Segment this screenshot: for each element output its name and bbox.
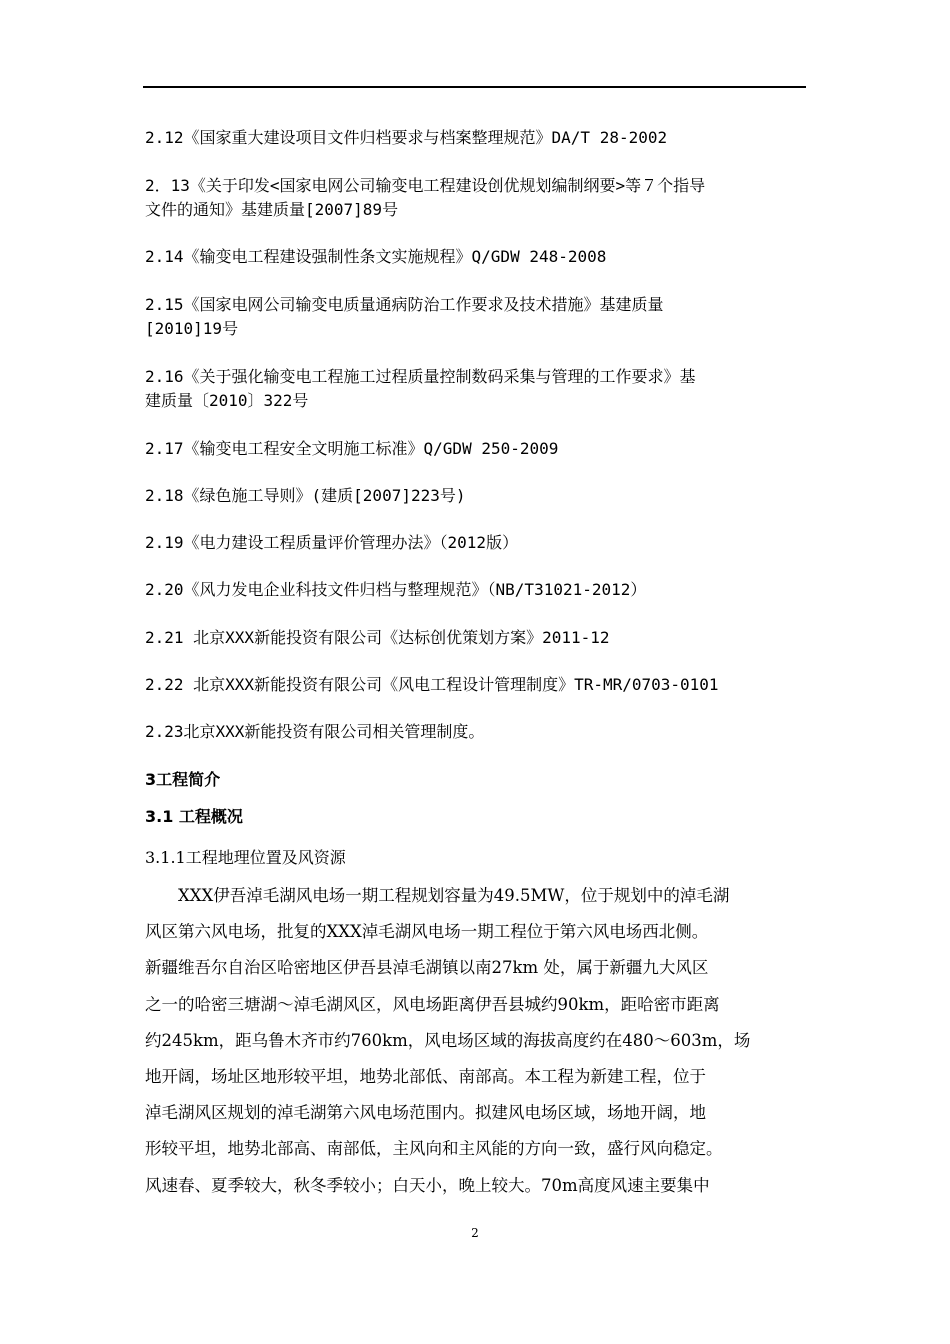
reference-item: 2.21 北京XXX新能投资有限公司《达标创优策划方案》2011-12 xyxy=(145,628,610,647)
header-rule xyxy=(143,86,806,88)
body-line: 新疆维吾尔自治区哈密地区伊吾县淖毛湖镇以南27km 处，属于新疆九大风区 xyxy=(145,958,709,978)
reference-item: 2.19《电力建设工程质量评价管理办法》（2012版） xyxy=(145,533,519,552)
body-line: 淖毛湖风区规划的淖毛湖第六风电场范围内。拟建风电场区域，场地开阔，地 xyxy=(145,1103,706,1123)
body-line: 约245km，距乌鲁木齐市约760km，风电场区域的海拔高度约在480～603m，场 xyxy=(145,1030,751,1050)
reference-item: 2.14《输变电工程建设强制性条文实施规程》Q/GDW 248-2008 xyxy=(145,247,607,266)
reference-item: 2.18《绿色施工导则》(建质[2007]223号) xyxy=(145,486,466,505)
reference-item: 2.17《输变电工程安全文明施工标准》Q/GDW 250-2009 xyxy=(145,439,559,458)
reference-item: 2．13《关于印发<国家电网公司输变电工程建设创优规划编制纲要>等７个指导 文件的通知》基建质量[2007]89号 xyxy=(145,176,706,219)
reference-item: 2.22 北京XXX新能投资有限公司《风电工程设计管理制度》TR-MR/0703-0101 xyxy=(145,675,719,694)
body-line: XXX伊吾淖毛湖风电场一期工程规划容量为49.5MW，位于规划中的淖毛湖 xyxy=(145,886,730,905)
reference-item: 2.15《国家电网公司输变电质量通病防治工作要求及技术措施》基建质量 [2010]19号 xyxy=(145,295,664,338)
reference-item: 2.12《国家重大建设项目文件归档要求与档案整理规范》DA/T 28-2002 xyxy=(145,128,668,147)
subsubsection-heading: 3.1.1工程地理位置及风资源 xyxy=(145,848,346,867)
body-line: 形较平坦，地势北部高、南部低，主风向和主风能的方向一致，盛行风向稳定。 xyxy=(145,1139,723,1159)
reference-item: 2.16《关于强化输变电工程施工过程质量控制数码采集与管理的工作要求》基 建质量〔2010〕322号 xyxy=(145,367,696,410)
body-line: 风速春、夏季较大，秋冬季较小；白天小，晚上较大。70m高度风速主要集中 xyxy=(145,1175,710,1195)
subsection-heading: 3.1 工程概况 xyxy=(145,807,243,826)
body-line: 地开阔，场址区地形较平坦，地势北部低、南部高。本工程为新建工程，位于 xyxy=(145,1066,706,1086)
body-line: 风区第六风电场，批复的XXX淖毛湖风电场一期工程位于第六风电场西北侧。 xyxy=(145,922,709,942)
reference-item: 2.20《风力发电企业科技文件归档与整理规范》（NB/T31021-2012） xyxy=(145,580,647,599)
body-line: 之一的哈密三塘湖～淖毛湖风区，风电场距离伊吾县城约90km，距哈密市距离 xyxy=(145,994,720,1014)
reference-item: 2.23北京XXX新能投资有限公司相关管理制度。 xyxy=(145,722,485,741)
body-paragraph xyxy=(145,878,810,1204)
section-heading: 3工程简介 xyxy=(145,770,221,789)
page-number: 2 xyxy=(471,1226,479,1240)
